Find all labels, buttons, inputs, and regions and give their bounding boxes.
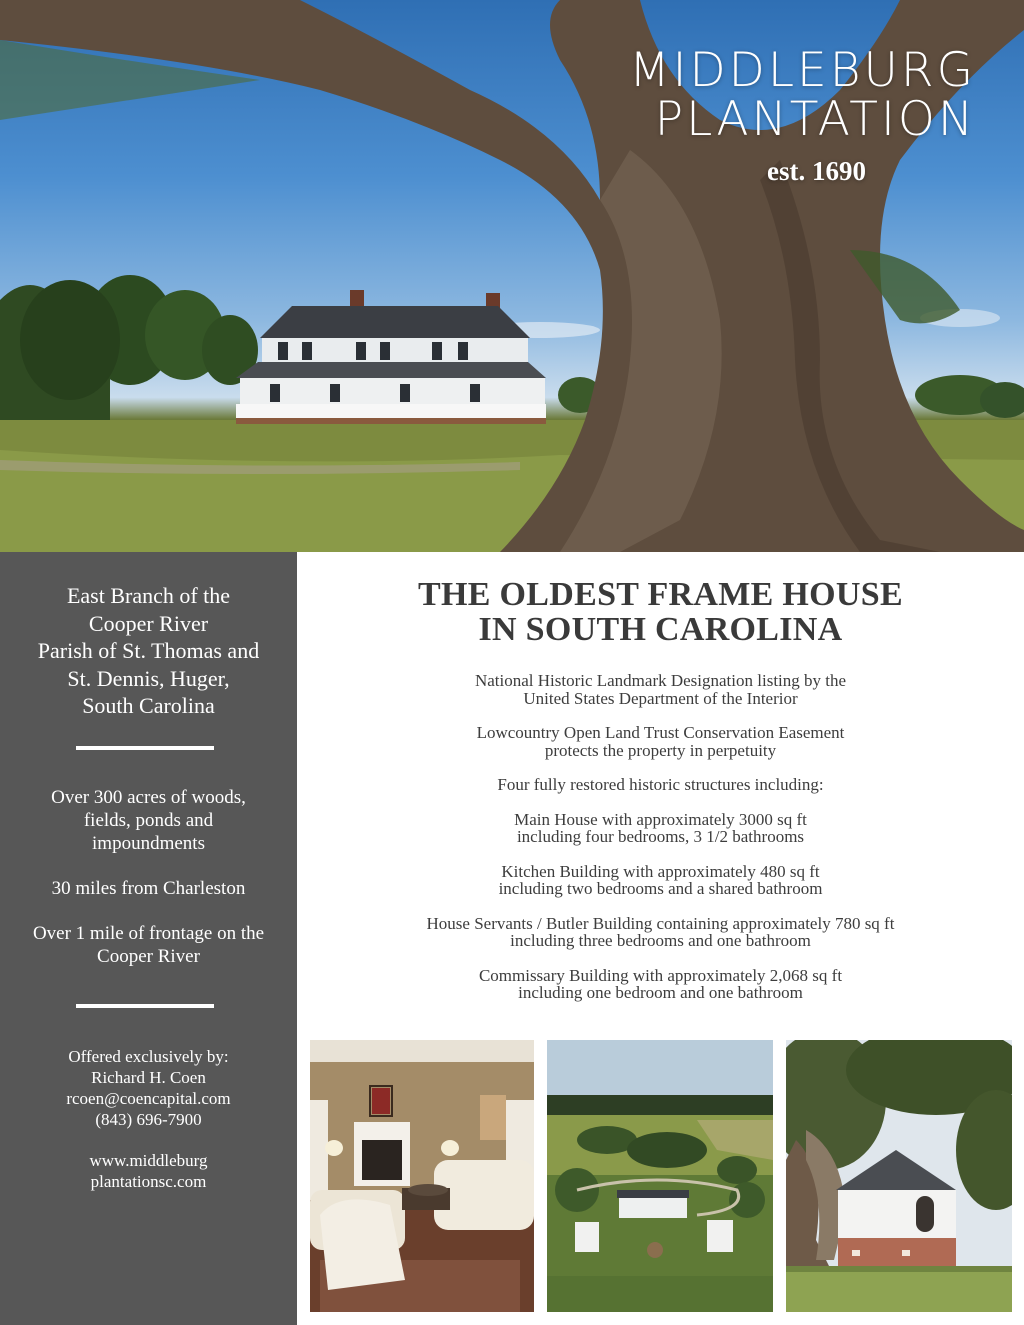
feature-line: including one bedroom and one bathroom: [518, 983, 803, 1002]
facts-block: [0, 786, 297, 990]
feature-line: including two bedrooms and a shared bathroom: [498, 879, 823, 898]
feature-item: [297, 811, 1024, 846]
feature-line: Main House with approximately 3000 sq ft: [514, 809, 807, 829]
location-line: Parish of St. Thomas and: [37, 638, 260, 663]
brand-line-1: MIDDLEBURG: [629, 43, 976, 98]
location-block: [0, 582, 297, 720]
aerial-illustration: [547, 1040, 773, 1312]
brand-title: [629, 43, 976, 186]
feature-list: [297, 672, 1024, 1019]
feature-item: [297, 915, 1024, 950]
feature-line: Commissary Building with approximately 2,068 sq ft: [478, 965, 843, 985]
feature-line: including three bedrooms and one bathroom: [510, 931, 811, 950]
website-link-line-2[interactable]: plantationsc.com: [90, 1172, 207, 1191]
feature-line: House Servants / Butler Building containing approximately 780 sq ft: [426, 913, 895, 933]
feature-item: [297, 672, 1024, 707]
living-room-illustration: [310, 1040, 534, 1312]
feature-item: [297, 776, 1024, 794]
feature-line: United States Department of the Interior: [523, 688, 798, 708]
fact-frontage: Over 1 mile of frontage on the Cooper River: [32, 923, 265, 967]
brand-line-2: PLANTATION: [654, 92, 976, 148]
feature-line: including four bedrooms, 3 1/2 bathrooms: [516, 827, 805, 846]
living-room-photo: [310, 1040, 534, 1312]
fact-acreage: Over 300 acres of woods, fields, ponds and impoundments: [51, 787, 246, 854]
website-link-line-1[interactable]: www.middleburg: [89, 1151, 208, 1170]
location-line: Cooper River: [88, 610, 209, 636]
feature-item: [297, 967, 1024, 1002]
hero-photo: [0, 0, 1024, 552]
spacer: [0, 1130, 297, 1150]
agent-email-link[interactable]: rcoen@coencapital.com: [66, 1089, 231, 1108]
divider: [76, 1004, 214, 1008]
feature-line: National Historic Landmark Designation listing by the: [474, 671, 847, 690]
commissary-photo: [786, 1040, 1012, 1312]
offered-by-label: Offered exclusively by:: [68, 1047, 229, 1066]
main-content: [297, 552, 1024, 1032]
sidebar: [0, 552, 297, 1325]
feature-line: protects the property in perpetuity: [544, 740, 777, 760]
feature-line: Four fully restored historic structures including:: [497, 775, 824, 794]
commissary-illustration: [786, 1040, 1012, 1312]
headline: [297, 577, 1024, 647]
main-house: [236, 290, 546, 424]
agent-name: Richard H. Coen: [91, 1068, 206, 1087]
location-line: St. Dennis, Huger,: [67, 665, 230, 691]
location-line: East Branch of the: [66, 583, 231, 608]
location-line: South Carolina: [82, 693, 215, 718]
aerial-photo: [547, 1040, 773, 1312]
divider: [76, 746, 214, 750]
feature-item: [297, 724, 1024, 759]
feature-item: [297, 863, 1024, 898]
fact-distance: 30 miles from Charleston: [51, 878, 246, 899]
feature-line: Lowcountry Open Land Trust Conservation Easement: [476, 723, 845, 742]
feature-line: Kitchen Building with approximately 480 sq ft: [501, 861, 820, 881]
established-date: est. 1690: [767, 155, 866, 186]
headline-line-2: IN SOUTH CAROLINA: [478, 611, 843, 648]
headline-line-1: THE OLDEST FRAME HOUSE: [418, 576, 903, 613]
agent-phone-link[interactable]: (843) 696-7900: [95, 1110, 202, 1129]
contact-block: [0, 1046, 297, 1192]
